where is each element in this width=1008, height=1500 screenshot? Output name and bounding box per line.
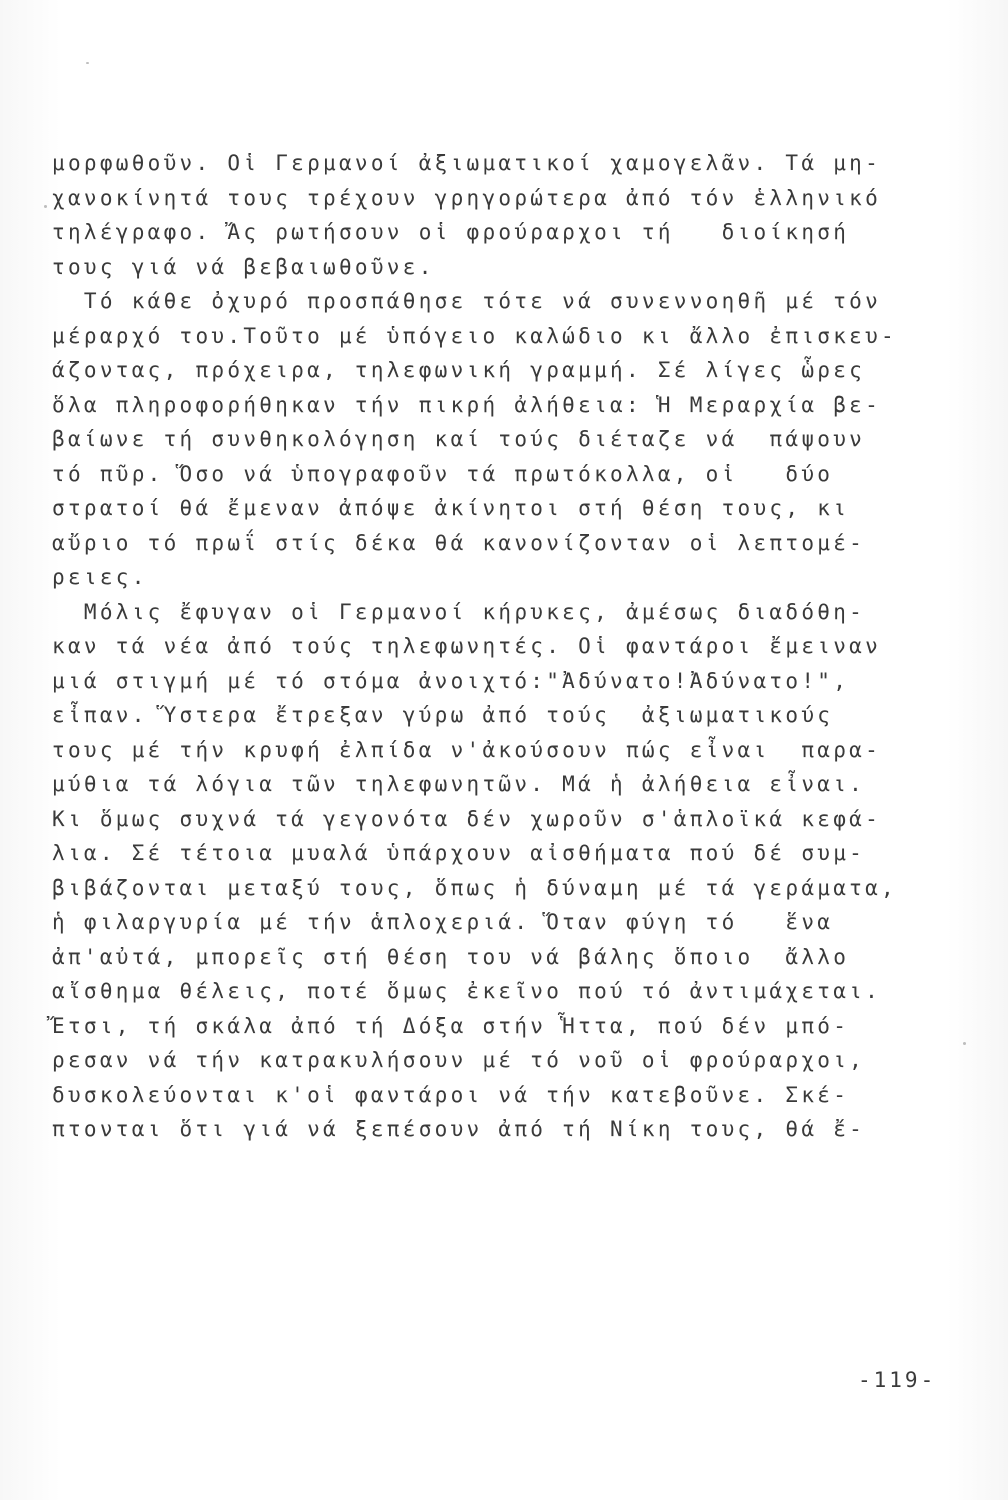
- text-line: εἶπαν. Ὕστερα ἔτρεξαν γύρω ἀπό τούς ἀξιωματικούς: [52, 703, 834, 727]
- page-number: -119-: [858, 1368, 937, 1392]
- text-line: ἀπ'αὐτά, μπορεῖς στή θέση του νά βάλης ὅποιο ἄλλο: [52, 944, 850, 969]
- paper-speck: [963, 1042, 966, 1045]
- text-line: τους μέ τήν κρυφή ἐλπίδα ν'ἀκούσουν πώς εἶναι παρα-: [52, 737, 882, 762]
- text-line: πτονται ὅτι γιά νά ξεπέσουν ἀπό τή Νίκη τους, θά ἔ-: [52, 1117, 866, 1141]
- text-line: άζοντας, πρόχειρα, τηλεφωνική γραμμή. Σέ λίγες ὧρες: [52, 358, 866, 382]
- text-line: καν τά νέα ἀπό τούς τηλεφωνητές. Οἱ φαντάροι ἔμειναν: [52, 634, 882, 658]
- text-line: στρατοί θά ἔμεναν ἀπόψε ἀκίνητοι στή θέση τους, κι: [52, 496, 850, 520]
- text-line: μύθια τά λόγια τῶν τηλεφωνητῶν. Μά ἡ ἀλήθεια εἶναι.: [52, 772, 866, 796]
- text-line: χανοκίνητά τους τρέχουν γρηγορώτερα ἀπό τόν ἑλληνικό: [52, 185, 882, 210]
- text-line: τους γιά νά βεβαιωθοῦνε.: [52, 254, 435, 279]
- text-line: μιά στιγμή μέ τό στόμα ἀνοιχτό:"Ἀδύνατο!Ἀδύνατο!",: [52, 668, 850, 693]
- text-line: λια. Σέ τέτοια μυαλά ὑπάρχουν αἰσθήματα πού δέ συμ-: [52, 841, 866, 865]
- text-line: ρεσαν νά τήν κατρακυλήσουν μέ τό νοῦ οἱ φρούραρχοι,: [52, 1048, 866, 1072]
- text-line: τό πῦρ. Ὅσο νά ὑπογραφοῦν τά πρωτόκολλα, οἱ δύο: [52, 461, 834, 486]
- text-line: Τό κάθε ὀχυρό προσπάθησε τότε νά συνεννοηθῆ μέ τόν: [52, 289, 882, 313]
- text-line: δυσκολεύονται κ'οἱ φαντάροι νά τήν κατεβοῦνε. Σκέ-: [52, 1082, 850, 1107]
- text-line: ἡ φιλαργυρία μέ τήν ἁπλοχεριά. Ὅταν φύγη τό ἕνα: [52, 910, 834, 934]
- text-line: βιβάζονται μεταξύ τους, ὅπως ἡ δύναμη μέ τά γεράματα,: [52, 875, 897, 900]
- text-line: βαίωνε τή συνθηκολόγηση καί τούς διέταζε νά πάψουν: [52, 427, 866, 451]
- text-line: αἴσθημα θέλεις, ποτέ ὅμως ἐκεῖνο πού τό ἀντιμάχεται.: [52, 979, 882, 1003]
- text-line: τηλέγραφο. Ἄς ρωτήσουν οἱ φρούραρχοι τή διοίκησή: [52, 220, 850, 244]
- paper-speck: [44, 205, 47, 208]
- text-line: Κι ὅμως συχνά τά γεγονότα δέν χωροῦν σ'ἁπλοϊκά κεφά-: [52, 806, 882, 831]
- text-line: αὔριο τό πρωΐ στίς δέκα θά κανονίζονταν οἱ λεπτομέ-: [52, 530, 866, 555]
- body-text: [52, 146, 952, 1147]
- text-line: Ἔτσι, τή σκάλα ἀπό τή Δόξα στήν Ἧττα, πού δέν μπό-: [52, 1013, 850, 1038]
- text-line: μέραρχό του.Τοῦτο μέ ὑπόγειο καλώδιο κι ἄλλο ἐπισκευ-: [52, 323, 897, 348]
- text-line: ὅλα πληροφορήθηκαν τήν πικρή ἀλήθεια: Ἡ Μεραρχία βε-: [52, 392, 882, 417]
- text-line: μορφωθοῦν. Οἱ Γερμανοί ἀξιωματικοί χαμογελᾶν. Τά μη-: [52, 151, 882, 175]
- text-line: Μόλις ἔφυγαν οἱ Γερμανοί κήρυκες, ἀμέσως διαδόθη-: [52, 599, 866, 624]
- text-line: ρειες.: [52, 565, 148, 589]
- paper-speck: [86, 62, 89, 64]
